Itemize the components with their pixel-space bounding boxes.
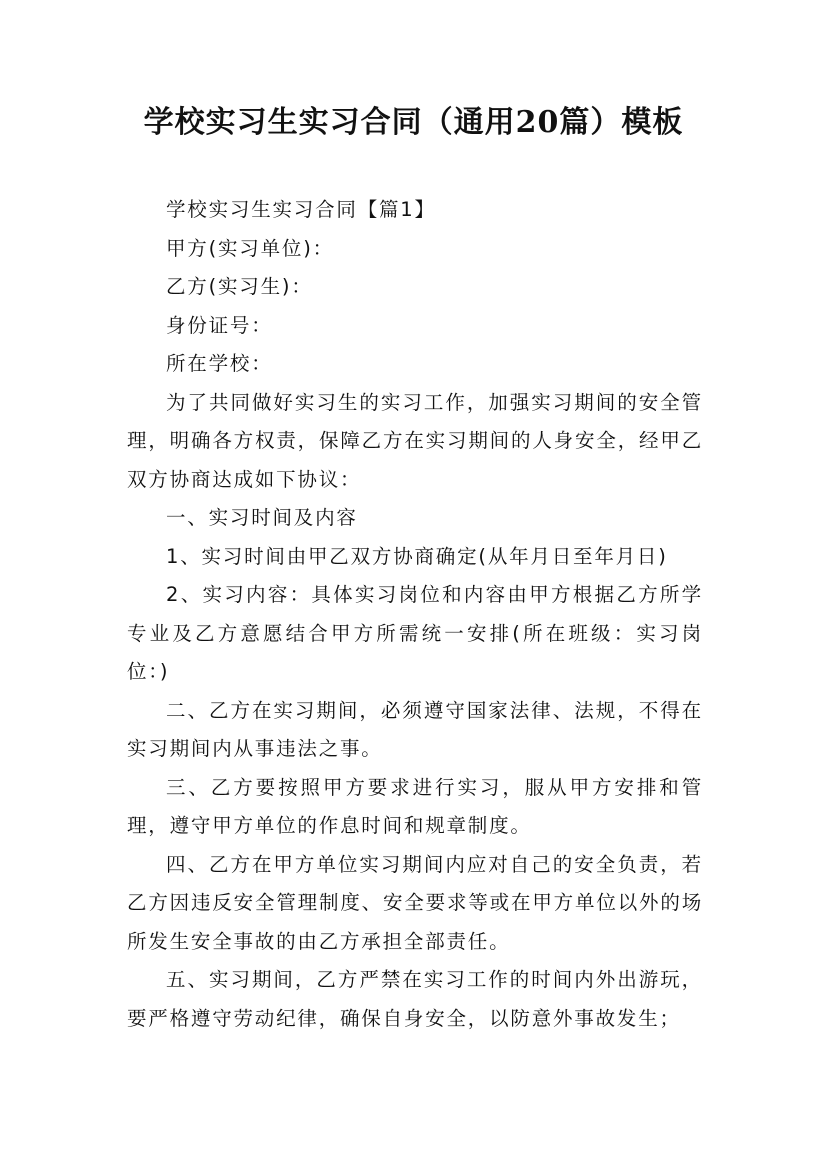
field-party-a: 甲方(实习单位)： [166, 236, 334, 260]
clause-5: 五、实习期间，乙方严禁在实习工作的时间内外出游玩，要严格遵守劳动纪律，确保自身安全，以防意外事故发生； [127, 968, 703, 1030]
clause-1-2: 2、实习内容：具体实习岗位和内容由甲方根据乙方所学专业及乙方意愿结合甲方所需统一安排(所在班级：实习岗位：) [127, 583, 703, 683]
section-heading: 学校实习生实习合同【篇1】 [166, 198, 436, 221]
document-body [127, 191, 703, 1038]
clause-3: 三、乙方要按照甲方要求进行实习，服从甲方安排和管理，遵守甲方单位的作息时间和规章制度。 [127, 775, 703, 837]
clause-heading-1: 一、实习时间及内容 [166, 506, 358, 529]
field-id-number: 身份证号： [166, 313, 273, 337]
field-school: 所在学校： [166, 352, 273, 375]
document-title: 学校实习生实习合同（通用20篇）模板 [143, 105, 684, 140]
intro-paragraph: 为了共同做好实习生的实习工作，加强实习期间的安全管理，明确各方权责，保障乙方在实习期间的人身安全，经甲乙双方协商达成如下协议： [127, 390, 703, 491]
clause-1-1: 1、实习时间由甲乙双方协商确定(从年月日至年月日) [166, 544, 668, 568]
field-party-b: 乙方(实习生)： [166, 275, 313, 298]
clause-2: 二、乙方在实习期间，必须遵守国家法律、法规，不得在实习期间内从事违法之事。 [127, 698, 703, 760]
clause-4: 四、乙方在甲方单位实习期间内应对自己的安全负责，若乙方因违反安全管理制度、安全要求等或在甲方单位以外的场所发生安全事故的由乙方承担全部责任。 [127, 852, 703, 953]
